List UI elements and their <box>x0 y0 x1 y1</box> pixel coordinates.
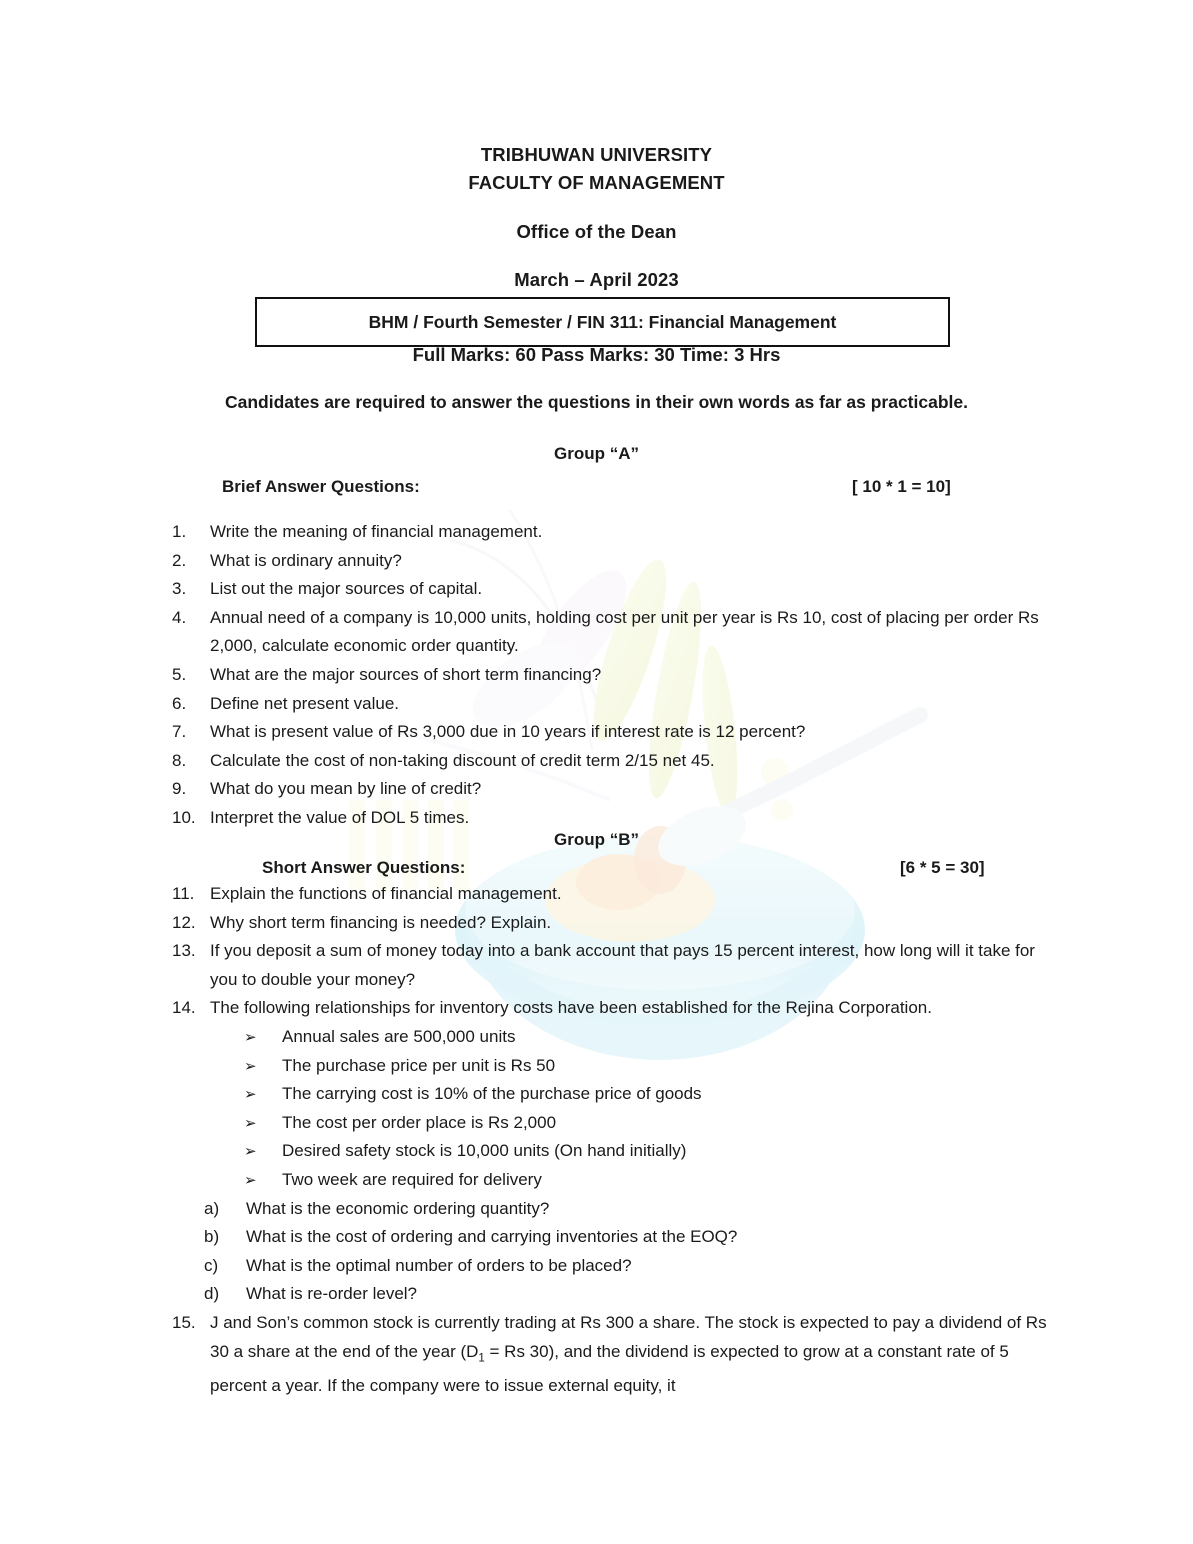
arrow-bullet-icon: ➢ <box>244 1142 257 1161</box>
question-number: 6. <box>172 693 187 713</box>
question-number: 8. <box>172 750 187 770</box>
arrow-bullet-icon: ➢ <box>244 1170 257 1189</box>
q15-part2: = Rs 30), and the dividend is expected to grow at a constant rate of 5 percent a year. If the company were to issue external equity, it <box>210 1341 1009 1396</box>
subquestion-text: What is the optimal number of orders to be placed? <box>246 1255 632 1275</box>
question-item <box>172 937 1052 994</box>
question-text: What are the major sources of short term financing? <box>210 664 602 684</box>
question-number: 1. <box>172 522 187 541</box>
question-text: Calculate the cost of non-taking discount of credit term 2/15 net 45. <box>210 750 715 770</box>
subquestion-item <box>204 1195 1052 1224</box>
bullet-item <box>244 1080 1052 1109</box>
question-text: Interpret the value of DOL 5 times. <box>210 807 470 827</box>
subquestion-label: a) <box>204 1198 220 1218</box>
question-number: 14. <box>172 998 196 1018</box>
question-text <box>210 1309 1052 1401</box>
question-number: 7. <box>172 722 187 742</box>
subquestion-item <box>204 1223 1052 1252</box>
q15-part1: J and Son’s common stock is currently trading at Rs 300 a share. The stock is expected to pay a dividend of Rs 30 a share at the end of the year (D <box>210 1312 1047 1361</box>
question-item <box>172 1309 1052 1401</box>
group-b-title: Group “B” <box>554 830 639 849</box>
full-marks-line: Full Marks: 60 Pass Marks: 30 Time: 3 Hrs <box>412 344 781 365</box>
group-b-marks: [6 * 5 = 30] <box>900 858 985 877</box>
question-number: 3. <box>172 579 187 599</box>
bullet-text: Two week are required for delivery <box>282 1169 542 1189</box>
subquestion-text: What is the economic ordering quantity? <box>246 1198 550 1218</box>
question-item <box>172 518 1052 547</box>
question-number: 4. <box>172 607 187 627</box>
group-b-question-list <box>172 880 1052 1401</box>
subquestion-label: d) <box>204 1284 220 1304</box>
question-item <box>172 575 1052 604</box>
arrow-bullet-icon: ➢ <box>244 1027 257 1046</box>
bullet-item <box>244 1023 1052 1052</box>
question-text: The following relationships for inventory costs have been established for the Rejina Corporation. <box>210 998 932 1018</box>
question-text: Why short term financing is needed? Explain. <box>210 912 552 932</box>
question-text: Write the meaning of financial management. <box>210 522 543 541</box>
question-item <box>172 804 1052 833</box>
question-item <box>172 775 1052 804</box>
question-number: 15. <box>172 1312 196 1332</box>
question-number: 5. <box>172 664 187 684</box>
question-number: 13. <box>172 941 196 961</box>
bullet-item <box>244 1166 1052 1195</box>
arrow-bullet-icon: ➢ <box>244 1113 257 1132</box>
question-text: Annual need of a company is 10,000 units, holding cost per unit per year is Rs 10, cost of placing per order Rs 2,000, calculate economic order quantity. <box>210 607 1039 656</box>
exam-session: March – April 2023 <box>514 269 679 290</box>
subject-box <box>255 297 950 347</box>
bullet-text: The cost per order place is Rs 2,000 <box>282 1112 557 1132</box>
group-a-marks: [ 10 * 1 = 10] <box>852 477 951 496</box>
question-number: 2. <box>172 550 187 570</box>
arrow-bullet-icon: ➢ <box>244 1056 257 1075</box>
q15-subscript: 1 <box>478 1351 485 1364</box>
question-item <box>172 747 1052 776</box>
question-item <box>172 547 1052 576</box>
group-a-question-list <box>172 518 1052 833</box>
group-b-section-label: Short Answer Questions: <box>262 858 466 877</box>
university-title: TRIBHUWAN UNIVERSITY <box>480 144 713 165</box>
question-item <box>172 880 1052 909</box>
bullet-text: The carrying cost is 10% of the purchase price of goods <box>282 1084 702 1104</box>
question-number: 11. <box>172 884 195 903</box>
question-item <box>172 690 1052 719</box>
subquestion-label: b) <box>204 1227 220 1247</box>
office-title: Office of the Dean <box>516 221 677 242</box>
faculty-title: FACULTY OF MANAGEMENT <box>468 172 725 193</box>
question-item <box>172 604 1052 661</box>
q14-bullet-list <box>244 1023 1052 1195</box>
question-number: 12. <box>172 912 196 932</box>
question-item <box>172 994 1052 1023</box>
subquestion-item <box>204 1280 1052 1309</box>
bullet-item <box>244 1109 1052 1138</box>
question-item <box>172 909 1052 938</box>
subquestion-text: What is the cost of ordering and carrying inventories at the EOQ? <box>246 1227 738 1247</box>
question-item <box>172 718 1052 747</box>
question-text: Explain the functions of financial management. <box>210 884 562 903</box>
question-text: If you deposit a sum of money today into a bank account that pays 15 percent interest, how long will it take for you to double your money? <box>210 941 1035 989</box>
q14-subquestion-list <box>204 1195 1052 1309</box>
bullet-text: Desired safety stock is 10,000 units (On hand initially) <box>282 1141 687 1161</box>
question-item <box>172 661 1052 690</box>
arrow-bullet-icon: ➢ <box>244 1085 257 1104</box>
subquestion-label: c) <box>204 1255 219 1275</box>
subquestion-item <box>204 1252 1052 1281</box>
question-text: What do you mean by line of credit? <box>210 779 482 799</box>
group-a-title: Group “A” <box>554 444 639 463</box>
question-text: What is ordinary annuity? <box>210 550 402 570</box>
question-number: 10. <box>172 807 196 827</box>
bullet-item <box>244 1137 1052 1166</box>
candidate-instruction: Candidates are required to answer the questions in their own words as far as practicable. <box>225 392 968 412</box>
question-text: Define net present value. <box>210 693 400 713</box>
group-a-section-label: Brief Answer Questions: <box>222 477 420 496</box>
question-text: List out the major sources of capital. <box>210 579 483 599</box>
bullet-text: The purchase price per unit is Rs 50 <box>282 1055 556 1075</box>
subject-line: BHM / Fourth Semester / FIN 311: Financial Management <box>368 311 837 332</box>
subquestion-text: What is re-order level? <box>246 1284 418 1304</box>
question-text: What is present value of Rs 3,000 due in 10 years if interest rate is 12 percent? <box>210 722 806 742</box>
bullet-text: Annual sales are 500,000 units <box>282 1026 516 1046</box>
question-number: 9. <box>172 779 187 799</box>
bullet-item <box>244 1052 1052 1081</box>
